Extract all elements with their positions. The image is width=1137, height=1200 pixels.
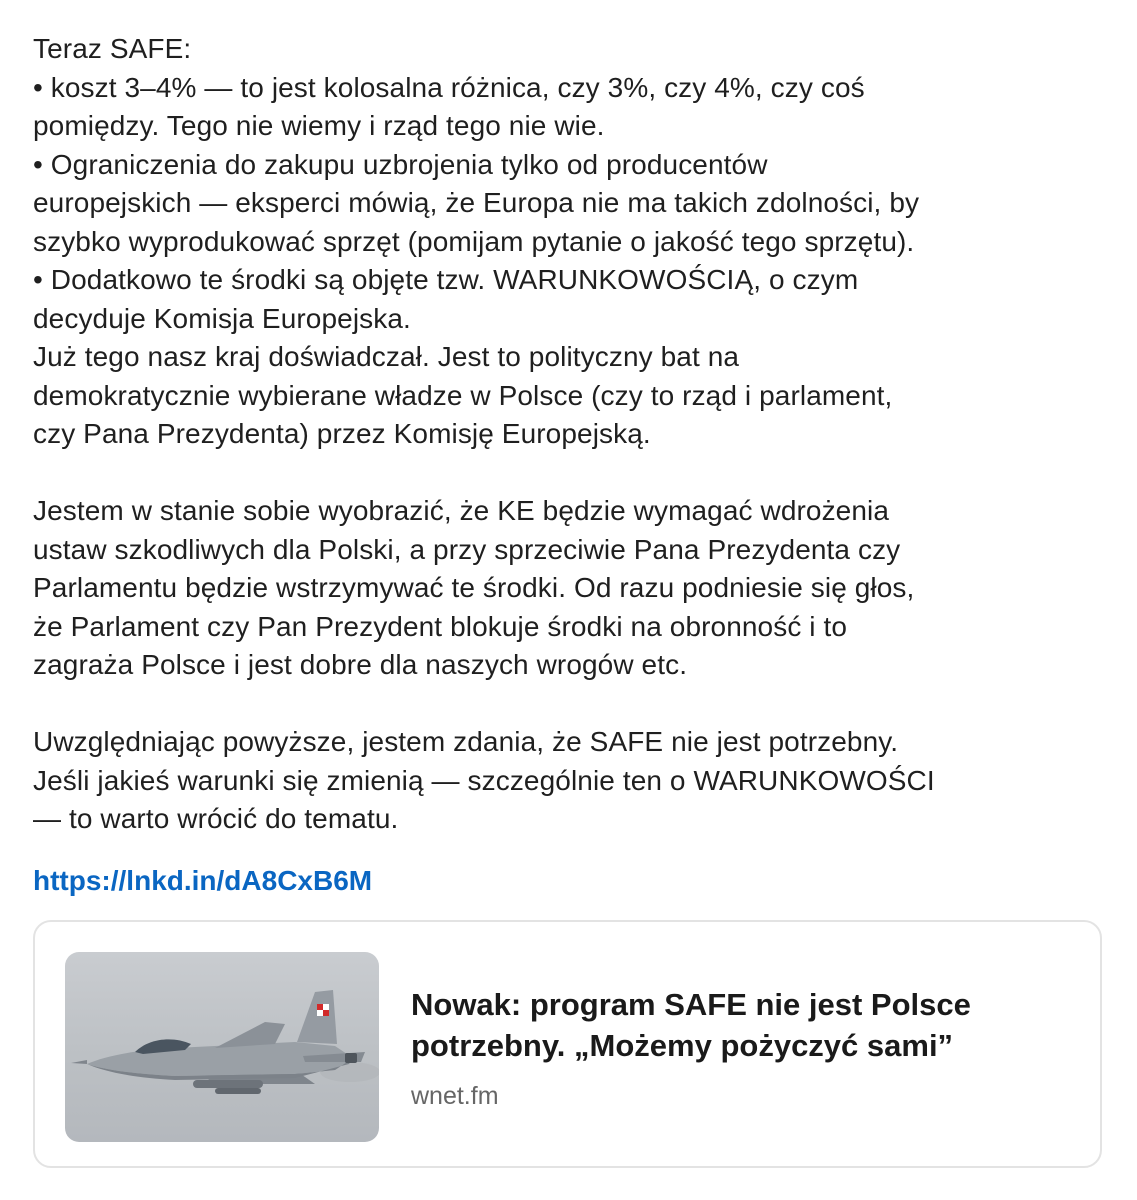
paragraph-gap: [33, 685, 1113, 724]
post-line: Jestem w stanie sobie wyobrazić, że KE będzie wymagać wdrożenia: [33, 495, 890, 526]
post-line: Jeśli jakieś warunki się zmienią — szczególnie ten o WARUNKOWOŚCI: [33, 764, 935, 796]
post-line: Już tego nasz kraj doświadczał. Jest to polityczny bat na: [33, 341, 740, 372]
card-domain: wnet.fm: [411, 1082, 499, 1110]
post-line: czy Pana Prezydenta) przez Komisję Europejską.: [33, 418, 651, 449]
post-line: ustaw szkodliwych dla Polski, a przy sprzeciwie Pana Prezydenta czy: [33, 533, 901, 565]
post-line: szybko wyprodukować sprzęt (pomijam pytanie o jakość tego sprzętu).: [33, 225, 915, 257]
post-line: że Parlament czy Pan Prezydent blokuje środki na obronność i to: [33, 610, 848, 642]
post-link[interactable]: https://lnkd.in/dA8CxB6M: [33, 865, 373, 896]
post-line: Uwzględniając powyższe, jestem zdania, że SAFE nie jest potrzebny.: [33, 726, 899, 757]
post-line: Teraz SAFE:: [33, 33, 192, 64]
post-body: [33, 30, 1113, 839]
post-line: zagraża Polsce i jest dobre dla naszych wrogów etc.: [33, 649, 688, 680]
fighter-jet-icon: [65, 952, 379, 1142]
post-line: decyduje Komisja Europejska.: [33, 302, 411, 334]
post-line: Parlamentu będzie wstrzymywać te środki. Od razu podniesie się głos,: [33, 572, 915, 603]
post-line: • Ograniczenia do zakupu uzbrojenia tylko od producentów: [33, 148, 768, 180]
card-title[interactable]: [411, 984, 1091, 1066]
post-line: • Dodatkowo te środki są objęte tzw. WARUNKOWOŚCIĄ, o czym: [33, 264, 859, 295]
card-title-line: potrzebny. „Możemy pożyczyć sami”: [411, 1028, 954, 1063]
post-line: — to warto wrócić do tematu.: [33, 803, 399, 834]
card-title-line: Nowak: program SAFE nie jest Polsce: [411, 987, 971, 1022]
post-line: pomiędzy. Tego nie wiemy i rząd tego nie wie.: [33, 110, 605, 141]
link-preview-card[interactable]: [33, 920, 1102, 1168]
post-line: europejskich — eksperci mówią, że Europa nie ma takich zdolności, by: [33, 187, 920, 218]
fighter-jet-photo[interactable]: [65, 952, 379, 1142]
post-line: • koszt 3–4% — to jest kolosalna różnica, czy 3%, czy 4%, czy coś: [33, 71, 865, 103]
paragraph-gap: [33, 454, 1113, 493]
post-line: demokratycznie wybierane władze w Polsce (czy to rząd i parlament,: [33, 379, 893, 411]
